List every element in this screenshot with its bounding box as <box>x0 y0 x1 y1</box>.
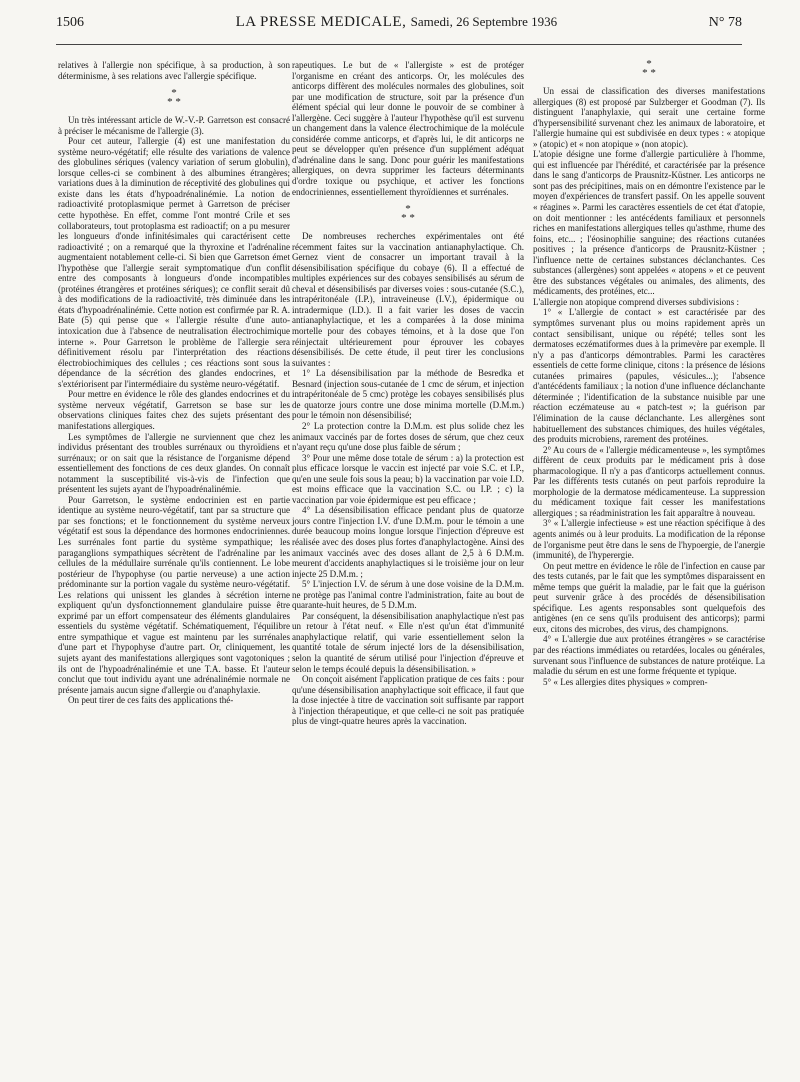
paragraph: 2° La protection contre la D.M.m. est plus solide chez les animaux vaccinés par de fortes doses de sérum, que chez ceux n'ayant reçu qu'une dose plus faible de sérum ; <box>292 420 524 453</box>
paragraph: L'atopie désigne une forme d'allergie particulière à l'homme, qui est influencée par l'hérédité, et caractérisée par la présence dans le sang d'anticorps de Prausnitz-Küstner. Les anticorps ne sont pas des précipitines, mais on en démontre l'existence par le moyen d'expériences de transfert passif. On les appelle souvent « réagines ». Parmi les caractères essentiels de cet état d'atopie, on doit mentionner : les antécédents familiaux et personnels riches en manifestations allergiques telles qu'asthme, rhume des foins, etc... ; l'éosinophilie sanguine; des réactions cutanées positives ; la présence d'anticorps de Prausnitz-Küstner ; l'influence nette de certaines substances déclanchantes. Ces substances (allergènes) sont appelées « atopens » et ce peuvent être des substances végétales ou animales, des aliments, des médicaments, des protéines, etc... <box>533 149 765 297</box>
paragraph: 2° Au cours de « l'allergie médicamenteuse », les symptômes diffèrent de ceux produits par le médicament pris à dose pharmacologique. Il n'y a pas d'anticorps actuellement connus. Par les différents tests cutanés on peut parfois reproduire la morphologie de la dermatose médicamenteuse. La suppression du médicament toxique fait cesser les manifestations allergiques ; sa réadministration les fait apparaître à nouveau. <box>533 444 765 518</box>
page-number: 1506 <box>56 15 84 30</box>
paragraph: 4° La désensibilisation efficace pendant plus de quatorze jours contre l'injection I.V. d'une D.M.m. pour le témoin a une durée beaucoup moins longue lorsque l'injection d'épreuve est réalisée avec des doses plus fortes d'anaphylactogène. Ainsi des animaux vaccinés avec des doses allant de 2,5 à 6 D.M.m. meurent d'accidents anaphylactiques si le troisième jour on leur injecte 25 D.M.m. ; <box>292 505 524 579</box>
issue-date: Samedi, 26 Septembre 1936 <box>410 14 558 29</box>
paragraph: De nombreuses recherches expérimentales ont été récemment faites sur la vaccination antianaphylactique. Ch. Gernez vient de consacrer un important travail à la désensibilisation spécifique du cobaye (6). Il a effectué de multiples expériences sur des cobayes sensibilisés au sérum de cheval et désensibilisés par diverses voies : sous-cutanée (S.C.), intrapéritonéale (I.P.), intraveineuse (I.V.), épidermique ou intradermique (I.D.). Il a fait varier les doses de vaccin antianaphylactique, et les a comparées à la dose minima mortelle pour des cobayes témoins, et à la dose que l'on réinjectait ultérieurement pour éprouver les cobayes désensibilisés. De cette étude, il peut tirer les conclusions suivantes : <box>292 231 524 368</box>
column-left <box>58 60 290 706</box>
page-header <box>56 14 742 40</box>
header-rule <box>56 44 742 45</box>
issue-number: N° 78 <box>708 15 742 30</box>
paragraph: Pour Garretson, le système endocrinien est en partie identique au système neuro-végétatif, tant par sa structure que par ses fonctions; et le fonctionnement du système nerveux végétatif est sous la dépendance des hormones endocriniennes. Les surrénales font partie du système sympathique; les paraganglions sympathiques sécrètent de l'adrénaline par les cellules de la médullaire surrénale qu'ils contiennent. Le lobe postérieur de l'hypophyse (ou partie nerveuse) a une action prédominante sur la portion vagale du système neuro-végétatif. Les relations qui unissent les glandes à sécrétion interne expliquent qu'un dysfonctionnement glandulaire puisse être exprimé par un effort compensateur des éléments glandulaires essentiels du système végétatif. Schématiquement, l'équilibre entre sympathique et vague est maintenu par les surrénales d'une part et l'hypophyse d'autre part. Or, cliniquement, les sujets ayant des manifestations allergiques sont vagotoniques ; ils ont de l'hypoadrénalinémie et une T.A. basse. Et l'auteur conclut que tout individu ayant une adrénalinémie normale ne présente jamais aucun signe d'allergie ou d'anaphylaxie. <box>58 494 290 695</box>
paragraph: On peut mettre en évidence le rôle de l'infection en cause par des tests cutanés, par le fait que les symptômes disparaissent en même temps que guérit la maladie, par le fait que la guérison peut survenir grâce à des procédés de désensibilisation spécifique. Les agents responsables sont quelquefois des antigènes (en ce sens qu'ils produisent des anticorps); parmi eux, citons des microbes, des virus, des champignons. <box>533 560 765 634</box>
paragraph: Pour mettre en évidence le rôle des glandes endocrines et du système nerveux végétatif, Garretson se base sur les observations cliniques faites chez des sujets présentant des manifestations allergiques. <box>58 389 290 431</box>
paragraph: Un essai de classification des diverses manifestations allergiques (8) est proposé par Sulzberger et Goodman (7). Ils distinguent l'anaphylaxie, qui serait une certaine forme d'hypersensibilité survenant chez les animaux de laboratoire, et l'allergie humaine qui est subdivisée en deux types : « atopique » (atopic) et « non atopique » (non atopic). <box>533 86 765 149</box>
paragraph: 4° « L'allergie due aux protéines étrangères » se caractérise par des réactions immédiates ou retardées, locales ou générales, survenant sous l'influence de substances de nature protéique. La maladie du sérum en est une forme fréquente et typique. <box>533 634 765 677</box>
paragraph: rapeutiques. Le but de « l'allergiste » est de protéger l'organisme en créant des anticorps. Or, les molécules des anticorps diffèrent des molécules normales des globulines, soit par une modification de structure, soit par la présence d'un élément spécial qui leur donne le pouvoir de se combiner à l'allergène. Ceci suggère à l'auteur l'hypothèse qu'il est survenu un changement dans la valence électrochimique de la molécule considérée comme anticorps, et d'après lui, le dit anticorps ne peut se développer qu'en présence d'un supplément adéquat d'adrénaline dans le sang. Donc pour guérir les manifestations allergiques, on devra supprimer les facteurs déterminants d'ordre toxique ou psychique, et activer les fonctions endocriniennes, essentiellement thyroïdiennes et surrénales. <box>292 60 524 197</box>
paragraph: 5° L'injection I.V. de sérum à une dose voisine de la D.M.m. ne protège pas l'animal contre l'administration, faite au bout de quarante-huit heures, de 5 D.M.m. <box>292 579 524 611</box>
paragraph: 3° « L'allergie infectieuse » est une réaction spécifique à des agents animés ou à leur produits. La modification de la réponse de l'organisme peut être dans le sens de l'hypoergie, de l'anergie (immunité), de l'hyperergie. <box>533 518 765 561</box>
section-asterism: * * * <box>642 58 656 79</box>
section-asterism: * * * <box>401 203 415 225</box>
journal-title <box>236 14 558 31</box>
paragraph: L'allergie non atopique comprend diverses subdivisions : <box>533 296 739 307</box>
paragraph: Pour cet auteur, l'allergie (4) est une manifestation du système neuro-végétatif; elle résulte des variations de valence des globulines sériques (valency variation of serum globulin), lorsque celles-ci se combinent à des albumines étrangères; variations dues à la diminution de réceptivité des globulines qui existe dans les états d'hypoadrénalinémie. La notion de radioactivité protoplasmique permet à Garretson de préciser cette hypothèse. En effet, comme l'ont montré Crile et ses collaborateurs, tout protoplasma est radioactif; on a pu mesurer les longueurs d'onde infinitésimales qui caractérisent cette radioactivité ; on a remarqué que la thyroxine et l'adrénaline augmentaient notablement celle-ci. Si bien que Garretson émet l'hypothèse que l'allergie serait symptomatique d'un conflit entre des composants à longueurs d'onde incompatibles (protéines étrangères et protéines sériques); ce conflit serait dû à des modifications de la radioactivité, très diminuée dans les états d'hypoadrénalinémie. Cette notion est confirmée par R. A. Bate (5) qui pense que « l'allergie résulte d'une auto-intoxication due à l'absence de neutralisation électrochimique interne ». Pour Garretson le problème de l'allergie sera définitivement résolu par l'interprétation des réactions électrobiochimiques des cellules ; ces réactions sont sous la dépendance de la sécrétion des glandes endocrines, et s'extériorisent par l'intermédiaire du système neuro-végétatif. <box>58 136 290 389</box>
journal-name: LA PRESSE MEDICALE, <box>235 14 407 30</box>
paragraph: 1° La désensibilisation par la méthode de Besredka et Besnard (injection sous-cutanée de 1 cmc de sérum, et injection intrapéritonéale de 5 cmc) protège les cobayes sensibilisés plus de quatorze jours contre une dose minima mortelle (D.M.m.) pour le témoin non désensibilisé; <box>292 368 524 421</box>
column-middle <box>292 60 524 727</box>
paragraph: 5° « Les allergies dites physiques » compren- <box>543 676 708 687</box>
section-asterism: * * * <box>167 87 181 109</box>
paragraph: On conçoit aisément l'application pratique de ces faits : pour qu'une désensibilisation anaphylactique soit efficace, il faut que la dose injectée à titre de vaccination soit suffisante par rapport à l'injection thérapeutique, et que celle-ci ne soit pas pratiquée plus de vingt-quatre heures après la vaccination. <box>292 674 524 727</box>
paragraph: relatives à l'allergie non spécifique, à sa production, à son déterminisme, à ses relations avec l'allergie spécifique. <box>58 60 290 81</box>
paragraph: Les symptômes de l'allergie ne surviennent que chez les individus présentant des troubles surrénaux ou thyroïdiens et surrénaux; or on sait que la résistance de l'organisme dépend essentiellement des fonctions de ces deux glandes. On connaît notamment la susceptibilité vis-à-vis de l'infection que présentent les sujets ayant de l'hypoadrénalinémie. <box>58 431 290 495</box>
paragraph: Un très intéressant article de W.-V.-P. Garretson est consacré à préciser le mécanisme de l'allergie (3). <box>58 115 290 136</box>
paragraph: Par conséquent, la désensibilisation anaphylactique n'est pas un retour à l'état neuf. « Elle n'est qu'un état d'immunité anaphylactique relatif, qui varie essentiellement selon la quantité totale de sérum injecté lors de la désensibilisation, selon la quantité de sérum utilisé pour l'injection d'épreuve et selon le temps écoulé depuis la désensibilisation. » <box>292 610 524 674</box>
paragraph: On peut tirer de ces faits des applications thé- <box>68 695 234 706</box>
column-right <box>533 60 765 687</box>
paragraph: 3° Pour une même dose totale de sérum : a) la protection est plus efficace lorsque le vaccin est injecté par voie S.C. et I.P., qu'en une seule fois sous la peau; b) la vaccination par voie I.D. est moins efficace que la vaccination S.C. ou I.P. ; c) la vaccination par voie épidermique est peu efficace ; <box>292 452 524 505</box>
paragraph: 1° « L'allergie de contact » est caractérisée par des symptômes survenant plus ou moins rapidement après un contact sensibilisant, unique ou répété; telles sont les dermatoses eczématiformes dues à la primevère par exemple. Il n'y a pas d'anticorps démontrables. Parmi les caractères essentiels de cette forme clinique, citons : la présence de lésions cutanées primaires (papules, vésicules...); l'absence d'antécédents familiaux ; la notion d'une influence déclanchante déterminée ; l'identification de la substance nuisible par une réaction eczémateuse au « patch-test »; la guérison par l'élimination de la cause déclanchante. Les allergènes sont habituellement des substances chimiques, des huiles végétales, des produits microbiens, rarement des protéines. <box>533 307 765 445</box>
